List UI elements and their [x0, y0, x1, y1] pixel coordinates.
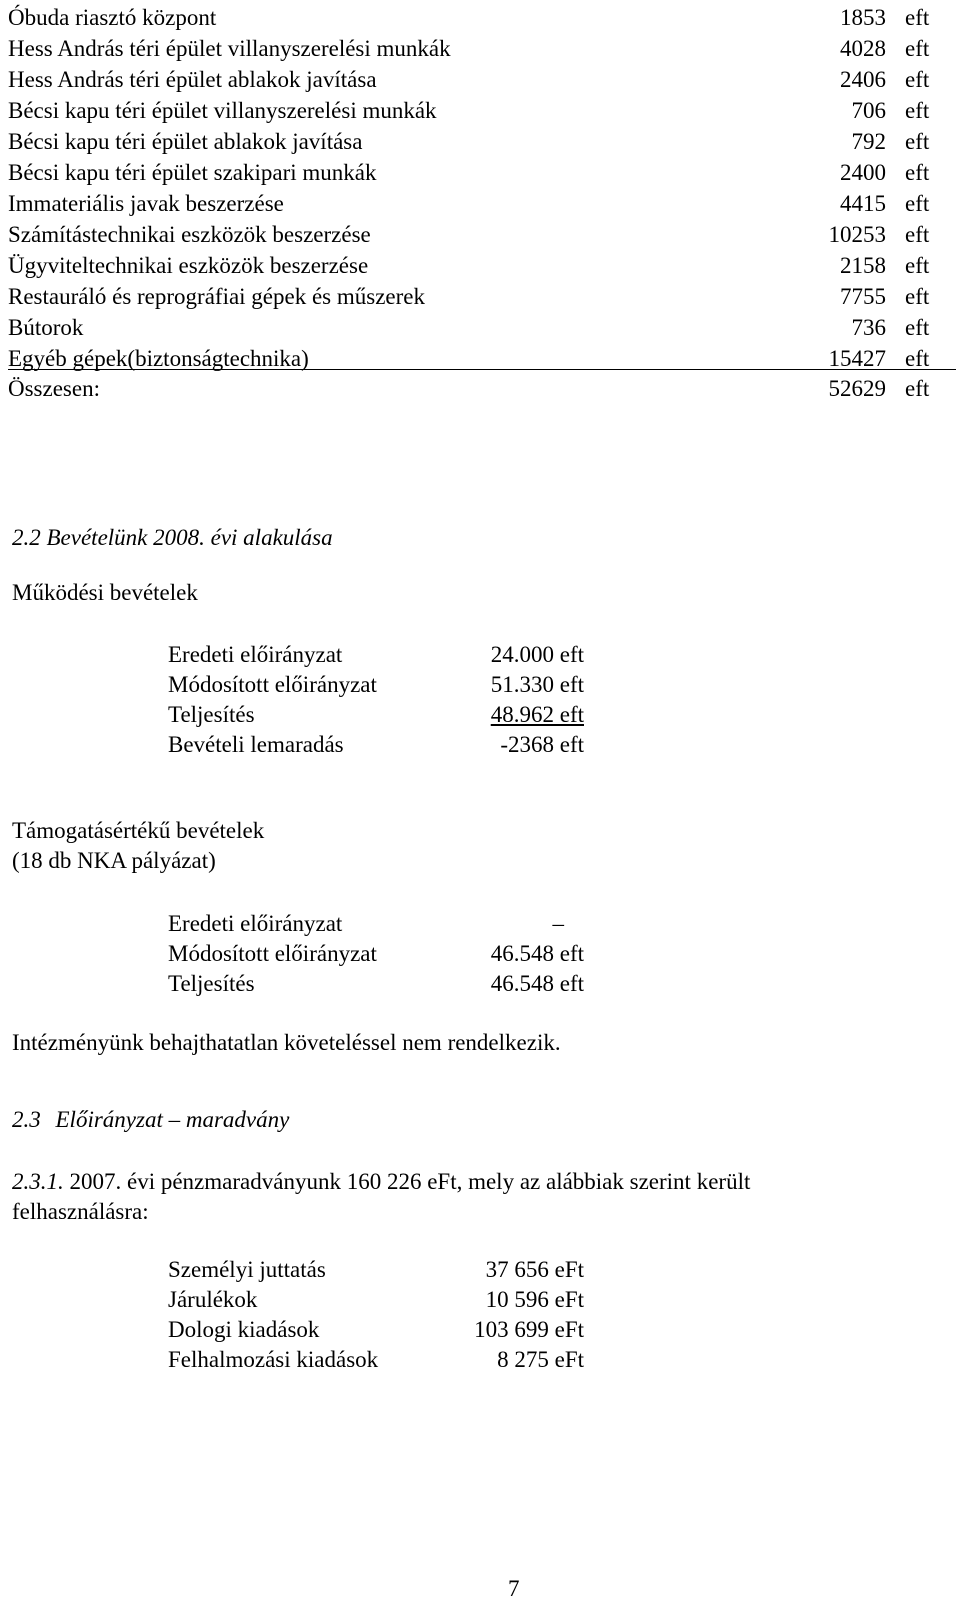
list-item-label: Dologi kiadások — [168, 1317, 320, 1342]
table-row — [8, 250, 956, 281]
total-unit: eft — [905, 376, 930, 401]
support-income-subtitle: (18 db NKA pályázat) — [12, 848, 216, 873]
subsection-number: 2.3.1. — [12, 1169, 64, 1194]
row-value: 2400 — [840, 160, 886, 185]
total-row — [8, 373, 956, 404]
row-unit: eft — [905, 346, 930, 371]
list-item-label: Módosított előirányzat — [168, 941, 377, 966]
table-row — [8, 126, 956, 157]
row-unit: eft — [905, 191, 930, 216]
list-item-label: Eredeti előirányzat — [168, 642, 343, 667]
table-row — [8, 33, 956, 64]
row-value: 10253 — [828, 222, 886, 247]
row-label: Immateriális javak beszerzése — [8, 191, 284, 216]
list-item-value: – — [552, 911, 564, 936]
list-item-label: Bevételi lemaradás — [168, 732, 344, 757]
row-unit: eft — [905, 315, 930, 340]
support-income-title: Támogatásértékű bevételek — [12, 818, 265, 843]
list-item-value: 103 699 eFt — [474, 1317, 584, 1342]
row-value: 4028 — [840, 36, 886, 61]
row-unit: eft — [905, 5, 930, 30]
section-title: Előirányzat – maradvány — [55, 1107, 290, 1132]
row-label: Számítástechnikai eszközök beszerzése — [8, 222, 371, 247]
row-value: 7755 — [840, 284, 886, 309]
row-unit: eft — [905, 36, 930, 61]
table-row — [8, 64, 956, 95]
row-label: Ügyviteltechnikai eszközök beszerzése — [8, 253, 369, 278]
row-unit: eft — [905, 222, 930, 247]
row-unit: eft — [905, 253, 930, 278]
row-label: Hess András téri épület ablakok javítása — [8, 67, 377, 92]
list-item-value: 8 275 eFt — [497, 1347, 584, 1372]
table-row — [8, 95, 956, 126]
list-item-value: -2368 eft — [500, 732, 584, 757]
list-item-label: Személyi juttatás — [168, 1257, 326, 1282]
row-unit: eft — [905, 129, 930, 154]
subsection-line-2: felhasználásra: — [12, 1199, 149, 1224]
row-value: 2158 — [840, 253, 886, 278]
row-value: 1853 — [840, 5, 886, 30]
row-label: Bécsi kapu téri épület szakipari munkák — [8, 160, 377, 185]
table-row — [8, 312, 956, 343]
list-item-value: 10 596 eFt — [485, 1287, 584, 1312]
list-item-value: 46.548 eft — [490, 971, 584, 996]
page-number: 7 — [508, 1576, 520, 1601]
list-item-value: 51.330 eft — [490, 672, 584, 697]
row-label: Bécsi kapu téri épület villanyszerelési munkák — [8, 98, 437, 123]
list-item-label: Teljesítés — [168, 971, 255, 996]
subsection-text: 2007. évi pénzmaradványunk 160 226 eFt, mely az alábbiak szerint került — [63, 1169, 751, 1194]
row-value: 15427 — [828, 346, 886, 371]
total-label: Összesen: — [8, 376, 100, 401]
row-value: 4415 — [840, 191, 886, 216]
list-item-label: Eredeti előirányzat — [168, 911, 343, 936]
row-label: Egyéb gépek(biztonságtechnika) — [8, 346, 309, 371]
row-unit: eft — [905, 67, 930, 92]
row-label: Bécsi kapu téri épület ablakok javítása — [8, 129, 363, 154]
total-divider — [8, 369, 956, 370]
section-heading-2-2: 2.2 Bevételünk 2008. évi alakulása — [12, 525, 333, 550]
row-unit: eft — [905, 98, 930, 123]
row-value: 706 — [851, 98, 886, 123]
row-label: Hess András téri épület villanyszerelési munkák — [8, 36, 451, 61]
subsection-line-1 — [12, 1169, 750, 1195]
list-item-value: 24.000 eft — [490, 642, 584, 667]
table-row — [8, 2, 956, 33]
row-value: 2406 — [840, 67, 886, 92]
row-value: 736 — [851, 315, 886, 340]
table-row — [8, 157, 956, 188]
list-item-label: Járulékok — [168, 1287, 258, 1312]
row-value: 792 — [851, 129, 886, 154]
list-item-value: 46.548 eft — [490, 941, 584, 966]
list-item-label: Teljesítés — [168, 702, 255, 727]
table-row — [8, 219, 956, 250]
list-item-label: Módosított előirányzat — [168, 672, 377, 697]
row-label: Óbuda riasztó központ — [8, 5, 217, 30]
row-label: Restauráló és reprográfiai gépek és műszerek — [8, 284, 426, 309]
section-heading-2-3 — [12, 1107, 289, 1133]
row-unit: eft — [905, 160, 930, 185]
list-item-label: Felhalmozási kiadások — [168, 1347, 379, 1372]
row-label: Bútorok — [8, 315, 84, 340]
receivables-note: Intézményünk behajthatatlan követeléssel nem rendelkezik. — [12, 1030, 561, 1055]
expenditure-table — [8, 2, 956, 374]
list-item-value: 37 656 eFt — [485, 1257, 584, 1282]
section-number: 2.3 — [12, 1107, 41, 1132]
table-row — [8, 188, 956, 219]
operating-income-title: Működési bevételek — [12, 580, 198, 605]
list-item-value: 48.962 eft — [490, 702, 584, 727]
row-unit: eft — [905, 284, 930, 309]
total-value: 52629 — [828, 376, 886, 401]
table-row — [8, 281, 956, 312]
